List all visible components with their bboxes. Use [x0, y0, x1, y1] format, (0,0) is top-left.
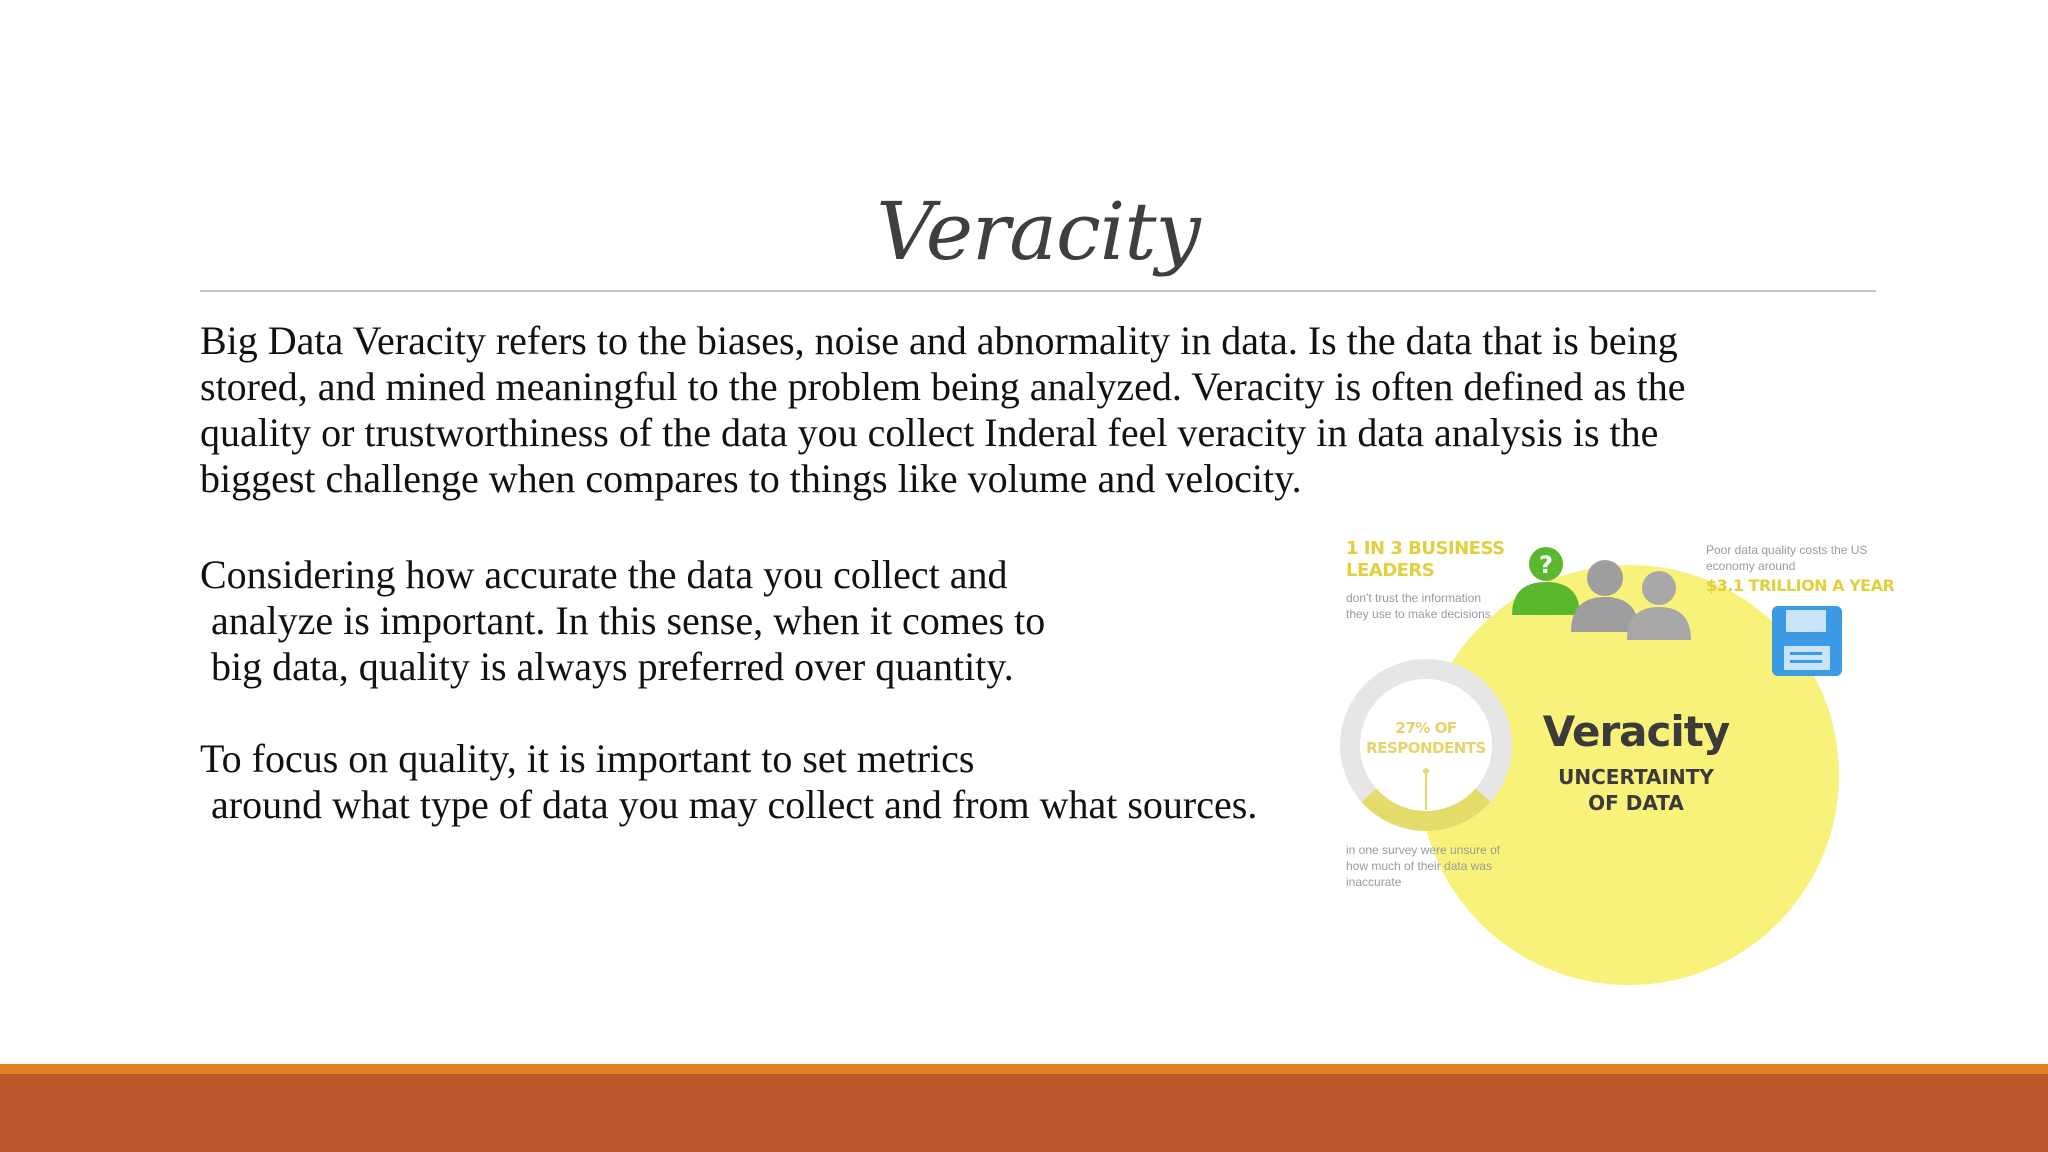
survey-text	[1346, 842, 1500, 890]
paragraph-accuracy	[200, 552, 1320, 690]
slide-title: Veracity	[876, 185, 1200, 278]
donut-label	[1366, 718, 1486, 758]
leaders-text	[1346, 590, 1491, 622]
infographic-subtitle	[1536, 764, 1736, 816]
donut-label-line: 27% OF	[1395, 719, 1457, 737]
survey-text-line: inaccurate	[1346, 875, 1402, 889]
cost-value: $3.1 TRILLION A YEAR	[1706, 576, 1895, 595]
cost-text	[1706, 542, 1867, 574]
cost-text-line: economy around	[1706, 559, 1796, 573]
paragraph-line: big data, quality is always preferred over quantity.	[211, 644, 1014, 689]
paragraph-line: stored, and mined meaningful to the problem being analyzed. Veracity is often defined as the	[200, 364, 1686, 409]
infographic-subtitle-line: OF DATA	[1588, 791, 1684, 815]
infographic-subtitle-line: UNCERTAINTY	[1558, 765, 1714, 789]
paragraph-line: analyze is important. In this sense, when it comes to	[211, 598, 1046, 643]
donut-label-line: RESPONDENTS	[1366, 739, 1486, 757]
leaders-text-line: they use to make decisions	[1346, 607, 1491, 621]
leaders-heading-line: 1 IN 3 BUSINESS	[1346, 538, 1505, 559]
paragraph-line: around what type of data you may collect and from what sources.	[211, 782, 1258, 827]
paragraph-line: Considering how accurate the data you collect and	[200, 552, 1008, 597]
paragraph-line: quality or trustworthiness of the data you collect Inderal feel veracity in data analysis is the	[200, 410, 1659, 455]
title-divider	[200, 290, 1876, 292]
paragraph-line: Big Data Veracity refers to the biases, noise and abnormality in data. Is the data that is being	[200, 318, 1678, 363]
leaders-heading-line: LEADERS	[1346, 560, 1435, 581]
leaders-text-line: don't trust the information	[1346, 591, 1482, 605]
infographic-main-title: Veracity	[1542, 707, 1730, 756]
footer-accent-stripe	[0, 1064, 2048, 1074]
paragraph-veracity-definition	[200, 318, 1840, 502]
floppy-disk-icon	[1772, 606, 1842, 676]
veracity-infographic	[1326, 520, 1896, 1060]
survey-text-line: in one survey were unsure of	[1346, 843, 1501, 857]
paragraph-line: biggest challenge when compares to things like volume and velocity.	[200, 456, 1302, 501]
footer-band	[0, 1074, 2048, 1152]
paragraph-line: To focus on quality, it is important to set metrics	[200, 736, 975, 781]
paragraph-quality-metrics	[200, 736, 1400, 828]
survey-text-line: how much of their data was	[1346, 859, 1493, 873]
cost-text-line: Poor data quality costs the US	[1706, 543, 1868, 557]
svg-text:?: ?	[1539, 551, 1553, 579]
leaders-heading	[1346, 538, 1505, 582]
